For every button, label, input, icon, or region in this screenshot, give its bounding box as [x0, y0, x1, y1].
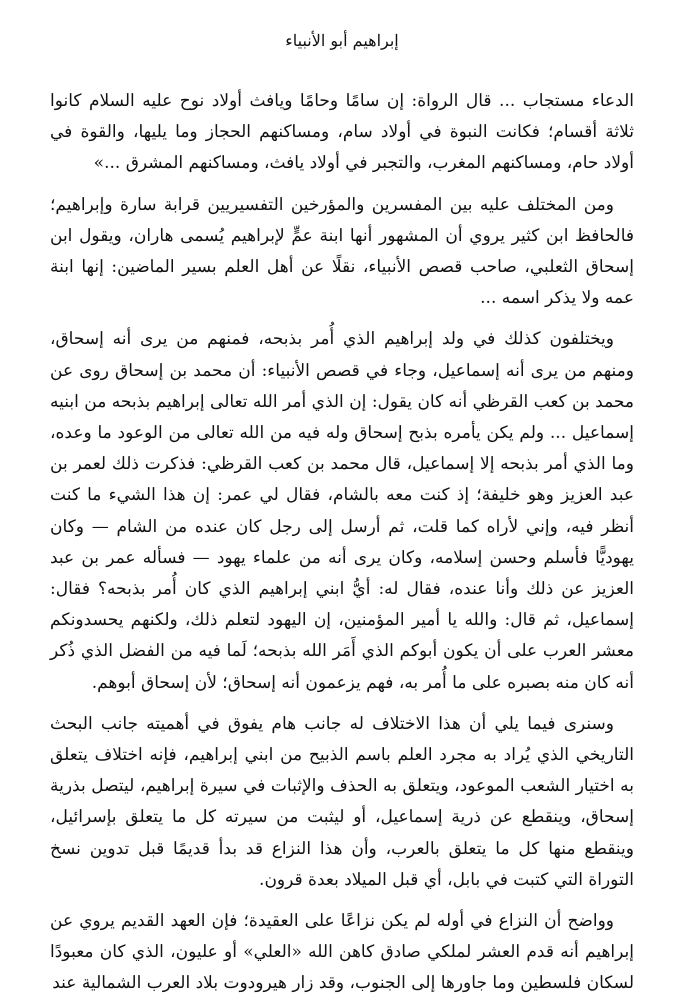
running-header-title: إبراهيم أبو الأنبياء — [285, 31, 399, 50]
paragraph-continuation: الدعاء مستجاب ... قال الرواة: إن سامًا وحامًا ويافث أولاد نوح عليه السلام كانوا ثلاثة أقسام؛ فكانت النبوة في أولاد سام، ومساكنهم الحجاز وما يليها، والقوة في أولاد حام، ومساكنهم المغرب، والتجبر في أولاد يافث، ومساكنهم المشرق ...» — [50, 91, 634, 174]
paragraph-sacrifice-son: ويختلفون كذلك في ولد إبراهيم الذي أُمر بذبحه، فمنهم من يرى أنه إسحاق، ومنهم من يرى أنه إسماعيل، وجاء في قصص الأنبياء: أن محمد بن إسحاق روى عن محمد بن كعب القرظي أنه كان يقول: إن الذي أمر الله تعالى إبراهيم بذبحه من ابنيه إسماعيل ... ولم يكن يأمره بذبح إسحاق وله فيه من الله تعالى من الوعود ما وعده، وما الذي أمر بذبحه إلا إسماعيل، قال محمد بن كعب القرظي: فذكرت ذلك لعمر بن عبد العزيز وهو خليفة؛ إذ كنت معه بالشام، فقال لي عمر: إن هذا الشيء ما كنت أنظر فيه، وإني لأراه كما قلت، ثم أرسل إلى رجل كان عنده من الشام — وكان يهوديًّا فأسلم وحسن إسلامه، وكان يرى أنه من علماء يهود — فسأله عمر بن عبد العزيز عن ذلك وأنا عنده، فقال له: أيُّ ابني إبراهيم الذي كان أُمر بذبحه؟ فقال: إسماعيل، ثم قال: والله يا أمير المؤمنين، إن اليهود لتعلم ذلك، ولكنهم يحسدونكم معشر العرب على أن يكون أبوكم الذي أَمَر الله بذبحه؛ لَما فيه من الفضل الذي ذُكر أنه كان منه بصبره على ما أُمر به، فهم يزعمون أنه إسحاق؛ لأن إسحاق أبوهم. — [50, 329, 634, 693]
paragraph-dispute-importance: وسنرى فيما يلي أن هذا الاختلاف له جانب هام يفوق في أهميته جانب البحث التاريخي الذي يُراد به مجرد العلم باسم الذبيح من ابني إبراهيم، فإنه اختلاف يتعلق به اختيار الشعب الموعود، ويتعلق به الحذف والإثبات في سيرة إبراهيم، ليتصل بذرية إسحاق، وينقطع عن ذرية إسماعيل، أو ليثبت من سيرته كل ما يتعلق بإسرائيل، وينقطع منها كل ما يتعلق بالعرب، وأن هذا النزاع قد بدأ قديمًا قبل تدوين نسخ التوراة التي كتبت في بابل، أي قبل الميلاد بعدة قرون. — [50, 713, 634, 890]
paragraph-dispute-origin: وواضح أن النزاع في أوله لم يكن نزاعًا على العقيدة؛ فإن العهد القديم يروي عن إبراهيم أنه قدم العشر لملكي صادق كاهن الله «العلي» أو عليون، الذي كان معبودًا لسكان فلسطين وما جاورها إلى الجنوب، وقد زار هيرودوت بلاد العرب الشمالية عند — [50, 911, 634, 994]
body-text — [50, 86, 634, 1000]
paragraph-sarah-relation: ومن المختلف عليه بين المفسرين والمؤرخين التفسيريين قرابة سارة وإبراهيم؛ فالحافظ ابن كثير يروي أن المشهور أنها ابنة عمٍّ لإبراهيم يُسمى هاران، ويقول ابن إسحاق الثعلبي، صاحب قصص الأنبياء، نقلًا عن أهل العلم بسير الماضين: إنها ابنة عمه ولا يذكر اسمه ... — [50, 194, 634, 309]
